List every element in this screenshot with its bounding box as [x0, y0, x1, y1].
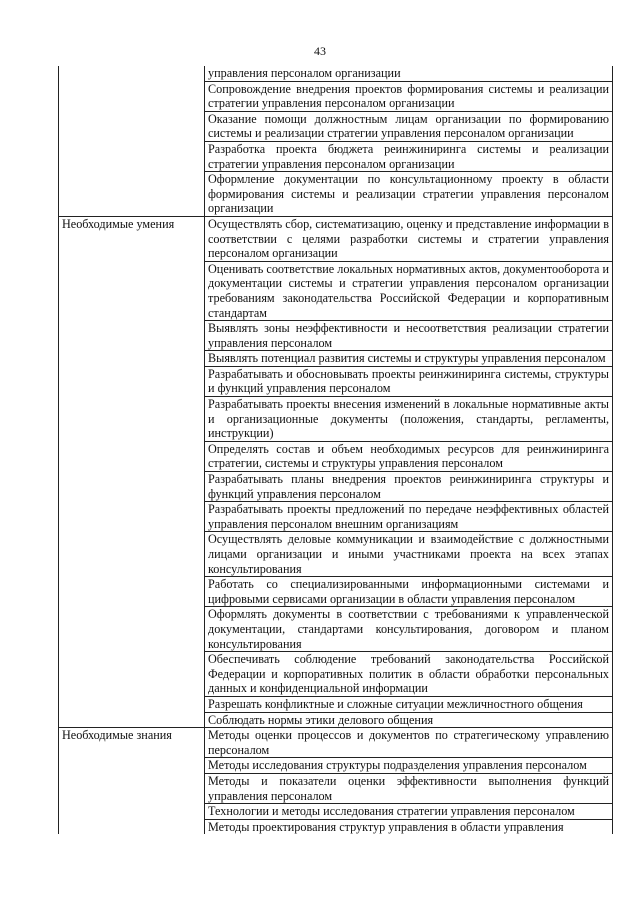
requirement-item: управления персоналом организации [205, 66, 613, 81]
requirement-item: Разрабатывать проекты предложений по передаче неэффективных областей управления персоналом внешним организациям [205, 502, 613, 532]
section-label-cell [59, 216, 205, 727]
requirement-item: Разрабатывать и обосновывать проекты реинжиниринга системы, структуры и функций управления персоналом [205, 366, 613, 396]
requirement-item: Осуществлять деловые коммуникации и взаимодействие с должностными лицами организации и иными участниками проекта на всех этапах консультирования [205, 532, 613, 577]
requirement-item: Методы проектирования структур управления в области управления [205, 819, 613, 834]
requirement-item: Работать со специализированными информационными системами и цифровыми сервисами организации в области управления персоналом [205, 577, 613, 607]
requirement-item: Методы и показатели оценки эффективности выполнения функций управления персоналом [205, 773, 613, 803]
requirement-item: Выявлять зоны неэффективности и несоответствия реализации стратегии управления персоналом [205, 321, 613, 351]
requirement-item: Оказание помощи должностным лицам организации по формированию системы и реализации стратегии управления персоналом организации [205, 111, 613, 141]
requirement-item: Выявлять потенциал развития системы и структуры управления персоналом [205, 351, 613, 367]
requirement-item: Определять состав и объем необходимых ресурсов для реинжиниринга стратегии, системы и структуры управления персоналом [205, 441, 613, 471]
requirement-item: Сопровождение внедрения проектов формирования системы и реализации стратегии управления персоналом организации [205, 81, 613, 111]
requirement-item: Обеспечивать соблюдение требований законодательства Российской Федерации и корпоративных политик в области обработки персональных данных и конфиденциальной информации [205, 652, 613, 697]
section-label: Необходимые знания [62, 728, 172, 743]
requirement-item: Разрешать конфликтные и сложные ситуации межличностного общения [205, 696, 613, 712]
requirement-item: Разрабатывать проекты внесения изменений в локальные нормативные акты и организационные документы (положения, стандарты, регламенты, инструкции) [205, 397, 613, 442]
requirement-item: Методы оценки процессов и документов по стратегическому управлению персоналом [205, 728, 613, 758]
requirement-item: Разработка проекта бюджета реинжиниринга системы и реализации стратегии управления персоналом организации [205, 141, 613, 171]
requirement-item: Разрабатывать планы внедрения проектов реинжиниринга структуры и функций управления персоналом [205, 472, 613, 502]
requirement-item: Оформление документации по консультационному проекту в области формирования системы и реализации стратегии управления персоналом организации [205, 172, 613, 217]
page-number: 43 [314, 44, 326, 58]
requirement-item: Оценивать соответствие локальных нормативных актов, документооборота и документации системы и стратегии управления персоналом организации требованиям законодательства Российской Федерации и корпоративным стандартам [205, 261, 613, 320]
requirements-table-body [59, 66, 613, 834]
section-label: Необходимые умения [62, 216, 175, 231]
requirement-item: Соблюдать нормы этики делового общения [205, 712, 613, 728]
section-label-cell [59, 728, 205, 835]
requirement-item: Оформлять документы в соответствии с требованиями к управленческой документации, стандартами консультирования, договором и планом консультирования [205, 607, 613, 652]
table-row [59, 728, 613, 758]
table-row [59, 66, 613, 81]
requirement-item: Технологии и методы исследования стратегии управления персоналом [205, 804, 613, 820]
requirements-table [58, 66, 613, 834]
requirement-item: Методы исследования структуры подразделения управления персоналом [205, 758, 613, 774]
table-row [59, 216, 613, 261]
section-label-cell [59, 66, 205, 216]
requirement-item: Осуществлять сбор, систематизацию, оценку и представление информации в соответствии с целями разработки системы и стратегии управления персоналом организации [205, 216, 613, 261]
